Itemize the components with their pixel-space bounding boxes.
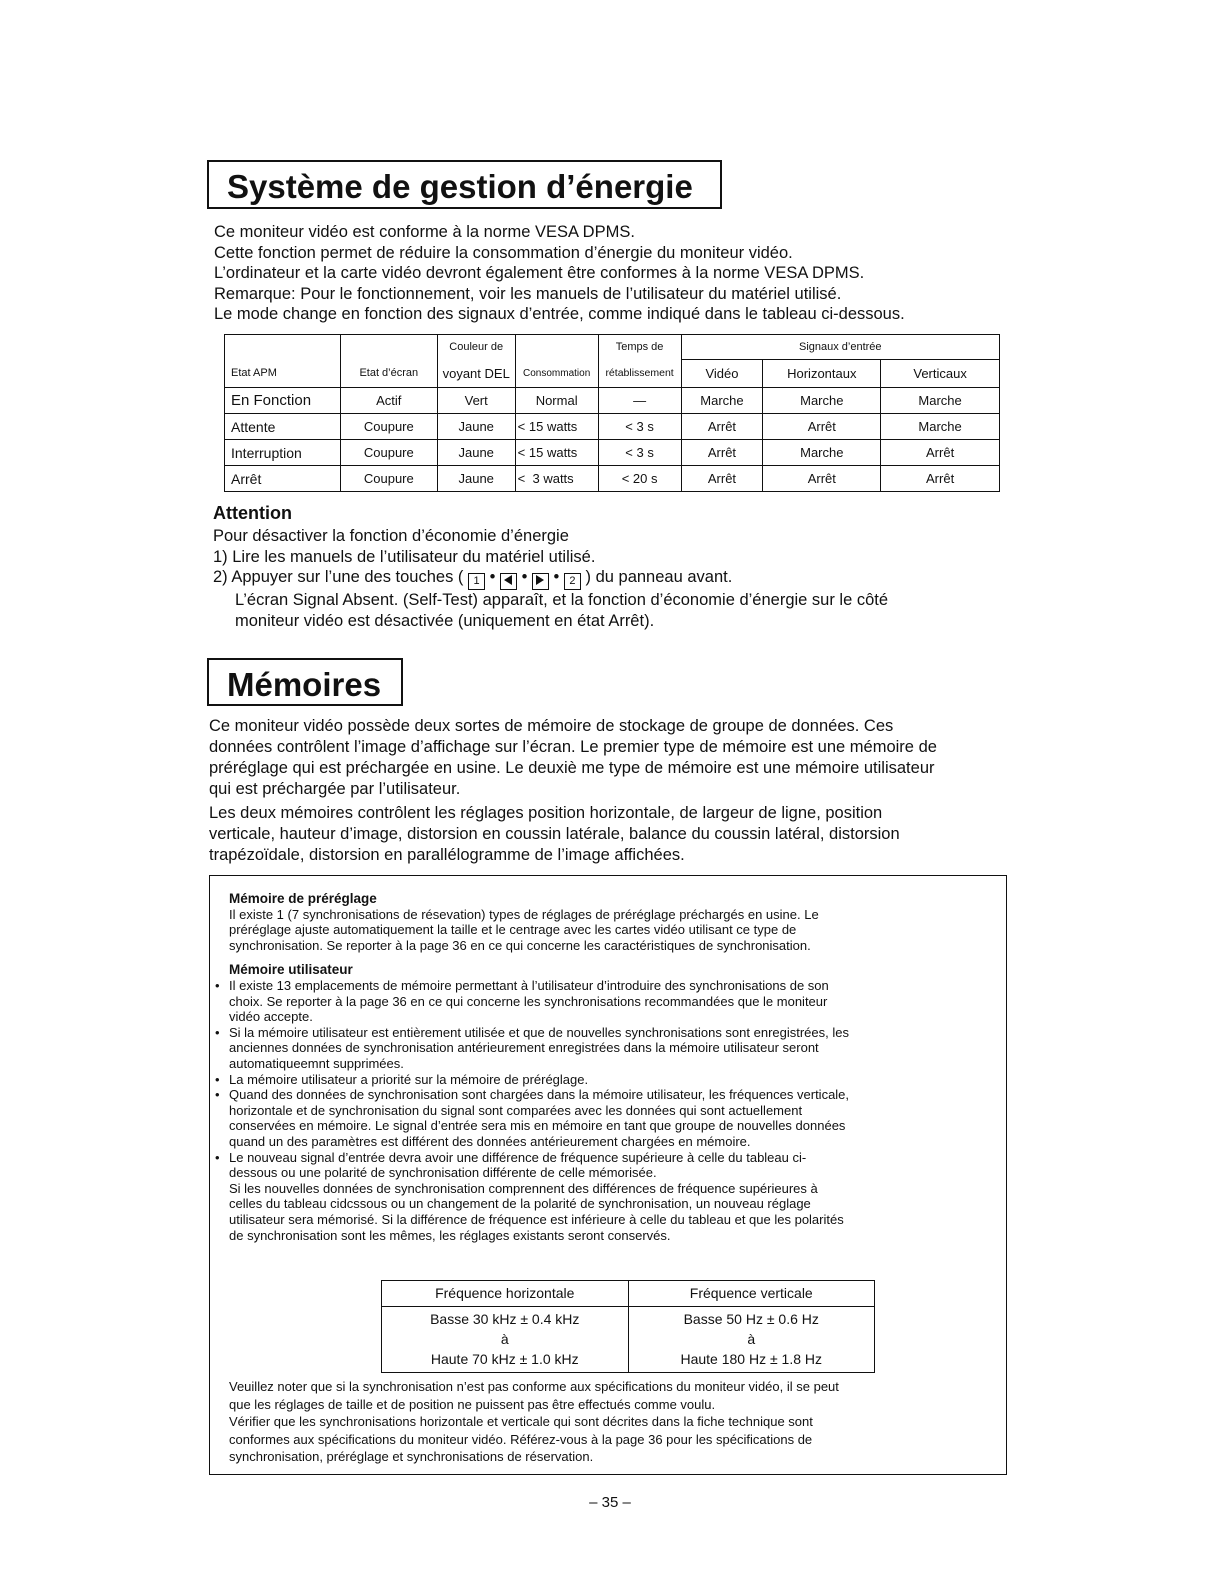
cell-etat: Interruption [225, 440, 341, 466]
left-arrow-key-icon [500, 573, 517, 590]
cell: < 3 watts [515, 466, 598, 492]
bullet-line: Si les nouvelles données de synchronisation comprennent des différences de fréquence supérieures à [229, 1180, 818, 1196]
freq-header-vertical: Fréquence verticale [628, 1281, 875, 1307]
cell: Actif [340, 388, 437, 414]
intro-line: Ce moniteur vidéo est conforme à la norme VESA DPMS. [214, 223, 635, 241]
separator: • [521, 568, 528, 586]
preset-title: Mémoire de préréglage [229, 891, 377, 906]
cell: Normal [515, 388, 598, 414]
user-bullets [211, 978, 1001, 1243]
step2-text: 2) Appuyer sur l’une des touches ( [213, 568, 464, 586]
freq-header-horizontal: Fréquence horizontale [382, 1281, 629, 1307]
bullet-item [211, 1150, 1001, 1244]
para-line: préréglage qui est préchargée en usine. Le deuxiè me type de mémoire est une mémoire utilisateur [209, 759, 935, 777]
user-title-block [229, 962, 999, 978]
header-etat-apm: Etat APM [225, 360, 341, 388]
cell: Marche [681, 388, 763, 414]
page-number: – 35 – [589, 1494, 631, 1511]
bullet-icon: • [215, 978, 220, 993]
footer-line: Vérifier que les synchronisations horizontale et verticale qui sont décrites dans la fiche technique sont [229, 1414, 813, 1429]
cell: Marche [763, 388, 881, 414]
bullet-line: Le nouveau signal d’entrée devra avoir une différence de fréquence supérieure à celle du tableau ci- [229, 1149, 807, 1165]
bullet-line: celles du tableau cidcssous ou un changement de la polarité de synchronisation, un nouveau réglage [229, 1196, 811, 1212]
cell: Arrêt [681, 466, 763, 492]
cell: < 3 s [598, 440, 681, 466]
cell: Arrêt [881, 440, 1000, 466]
user-memory-title: Mémoire utilisateur [229, 962, 353, 977]
bullet-icon: • [215, 1024, 220, 1040]
header-cell [340, 335, 437, 360]
key-2-icon: 2 [564, 573, 581, 590]
preset-line: Il existe 1 (7 synchronisations de résevation) types de réglages de préréglage préchargés en usine. Le [229, 906, 819, 922]
para-line: Les deux mémoires contrôlent les réglages position horizontale, de largeur de ligne, position [209, 804, 883, 822]
frequency-table [381, 1280, 875, 1373]
attention-title: Attention [213, 503, 292, 523]
attention-body [213, 526, 1003, 631]
attention-line: Pour désactiver la fonction d’économie d’énergie [213, 527, 569, 545]
cell-etat: En Fonction [225, 388, 341, 414]
intro-line: Remarque: Pour le fonctionnement, voir les manuels de l’utilisateur du matériel utilisé. [214, 284, 842, 303]
cell: Vert [437, 388, 515, 414]
key-1-icon: 1 [468, 573, 485, 590]
step2-text: ) du panneau avant. [585, 568, 733, 586]
bullet-line: La mémoire utilisateur a priorité sur la mémoire de préréglage. [229, 1071, 589, 1087]
table-row [225, 440, 1000, 466]
bullet-item [211, 1087, 1001, 1149]
freq-vertical-range [628, 1307, 875, 1373]
freq-value: Basse 30 kHz ± 0.4 kHz [430, 1311, 580, 1327]
cell: < 15 watts [515, 414, 598, 440]
cell: Coupure [340, 466, 437, 492]
header-video: Vidéo [681, 360, 763, 388]
header-couleur-bottom: voyant DEL [437, 360, 515, 388]
para-line: verticale, hauteur d’image, distorsion en coussin latérale, balance du coussin latéral, distorsion [209, 825, 900, 843]
footer-line: Veuillez noter que si la synchronisation n’est pas conforme aux spécifications du moniteur vidéo, il se peut [229, 1379, 839, 1394]
cell: Arrêt [681, 440, 763, 466]
attention-step-2-cont: L’écran Signal Absent. (Self-Test) apparaît, et la fonction d’économie d’énergie sur le côté [235, 591, 889, 609]
bullet-line: Quand des données de synchronisation sont chargées dans la mémoire utilisateur, les fréquences verticale, [229, 1087, 850, 1103]
header-cell [225, 335, 341, 360]
para-line: qui est préchargée par l’utilisateur. [209, 780, 461, 798]
freq-horizontal-range [382, 1307, 629, 1373]
table-row [225, 414, 1000, 440]
bullet-line: choix. Se reporter à la page 36 en ce qui concerne les synchronisations recommandées que le moniteur [229, 993, 828, 1009]
bullet-line: quand un des paramètres est différent des données antérieurement chargées en mémoire. [229, 1133, 751, 1149]
freq-value: Haute 180 Hz ± 1.8 Hz [680, 1351, 823, 1367]
para-line: données contrôlent l’image d’affichage sur l’écran. Le premier type de mémoire est une mémoire de [209, 738, 937, 756]
separator: • [553, 568, 560, 586]
attention-step-1: 1) Lire les manuels de l’utilisateur du matériel utilisé. [213, 547, 596, 566]
freq-value: Basse 50 Hz ± 0.6 Hz [683, 1311, 819, 1327]
bullet-line: vidéo accepte. [229, 1009, 313, 1025]
section-title-energy: Système de gestion d’énergie [207, 160, 722, 209]
memoires-para-1 [209, 716, 1009, 800]
table-row [225, 466, 1000, 492]
memoires-para-2 [209, 803, 1009, 866]
cell: Marche [763, 440, 881, 466]
freq-value: à [747, 1331, 756, 1347]
cell: Arrêt [681, 414, 763, 440]
bullet-item [211, 1072, 1001, 1088]
box-footer [229, 1378, 999, 1466]
cell: Jaune [437, 466, 515, 492]
preset-line: préréglage ajuste automatiquement la taille et le centrage avec les cartes vidéo utilisant ce type de [229, 922, 797, 938]
cell: Jaune [437, 414, 515, 440]
cell: Jaune [437, 440, 515, 466]
header-consommation: Consommation [515, 360, 598, 388]
bullet-icon: • [215, 1149, 220, 1165]
bullet-line: conservées en mémoire. Le signal d’entrée sera mis en mémoire en tant que groupe de nouvelles données [229, 1118, 846, 1134]
cell: Marche [881, 414, 1000, 440]
right-arrow-key-icon [532, 573, 549, 590]
header-cell [515, 335, 598, 360]
cell: < 3 s [598, 414, 681, 440]
para-line: trapézoïdale, distorsion en parallélogramme de l’image affichées. [209, 846, 685, 864]
footer-line: synchronisation, préréglage et synchronisations de réservation. [229, 1449, 594, 1464]
cell: Coupure [340, 440, 437, 466]
bullet-icon: • [215, 1071, 220, 1087]
preset-line: synchronisation. Se reporter à la page 36 en ce qui concerne les caractéristiques de synchronisation. [229, 937, 811, 953]
bullet-line: Si la mémoire utilisateur est entièrement utilisée et que de nouvelles synchronisations sont enregistrées, les [229, 1024, 849, 1040]
cell: Coupure [340, 414, 437, 440]
intro-line: Cette fonction permet de réduire la consommation d’énergie du moniteur vidéo. [214, 243, 793, 262]
bullet-line: automatiqueemnt supprimées. [229, 1055, 404, 1071]
bullet-line: utilisateur sera mémorisé. Si la différence de fréquence est inférieure à celle du tableau et que les polarités [229, 1211, 844, 1227]
cell: — [598, 388, 681, 414]
bullet-line: dessous ou une polarité de synchronisation différente de celle mémorisée. [229, 1165, 657, 1181]
apm-table [224, 334, 1000, 492]
bullet-item [211, 1025, 1001, 1072]
cell: Arrêt [881, 466, 1000, 492]
bullet-line: Il existe 13 emplacements de mémoire permettant à l’utilisateur d’introduire des synchronisations de son [229, 978, 829, 993]
intro-line: L’ordinateur et la carte vidéo devront également être conformes à la norme VESA DPMS. [214, 264, 865, 282]
freq-value: Haute 70 kHz ± 1.0 kHz [430, 1351, 579, 1367]
header-couleur-top: Couleur de [437, 335, 515, 360]
header-temps-top: Temps de [598, 335, 681, 360]
para-line: Ce moniteur vidéo possède deux sortes de mémoire de stockage de groupe de données. Ces [209, 717, 894, 735]
bullet-line: horizontale et de synchronisation du signal sont comparées avec les données qui sont actuellement [229, 1102, 803, 1118]
preset-block [229, 891, 999, 953]
header-signaux: Signaux d’entrée [681, 335, 999, 360]
header-verticaux: Verticaux [881, 360, 1000, 388]
section-title-memoires: Mémoires [207, 658, 403, 706]
footer-line: que les réglages de taille et de position ne puissent pas être effectués comme voulu. [229, 1396, 716, 1412]
cell: < 20 s [598, 466, 681, 492]
cell: Arrêt [763, 414, 881, 440]
bullet-line: de synchronisation sont les mêmes, les réglages existants seront conservés. [229, 1227, 671, 1243]
header-horizontaux: Horizontaux [763, 360, 881, 388]
bullet-line: anciennes données de synchronisation antérieurement enregistrées dans la mémoire utilisateur seront [229, 1040, 819, 1056]
attention-step-2-cont: moniteur vidéo est désactivée (uniquement en état Arrêt). [235, 611, 655, 630]
header-temps-bottom: rétablissement [598, 360, 681, 388]
separator: • [489, 568, 496, 586]
footer-line: conformes aux spécifications du moniteur vidéo. Référez-vous à la page 36 pour les spécifications de [229, 1431, 813, 1447]
header-etat-ecran: Etat d’écran [340, 360, 437, 388]
cell: Marche [881, 388, 1000, 414]
cell: Arrêt [763, 466, 881, 492]
cell-etat: Arrêt [225, 466, 341, 492]
cell-etat: Attente [225, 414, 341, 440]
intro-line: Le mode change en fonction des signaux d’entrée, comme indiqué dans le tableau ci-dessous. [214, 305, 905, 323]
attention-step-2 [213, 567, 1003, 590]
bullet-item [211, 978, 1001, 1025]
cell: < 15 watts [515, 440, 598, 466]
table-row [225, 388, 1000, 414]
freq-value: à [500, 1331, 509, 1347]
energy-intro [214, 222, 1004, 325]
bullet-icon: • [215, 1087, 220, 1103]
